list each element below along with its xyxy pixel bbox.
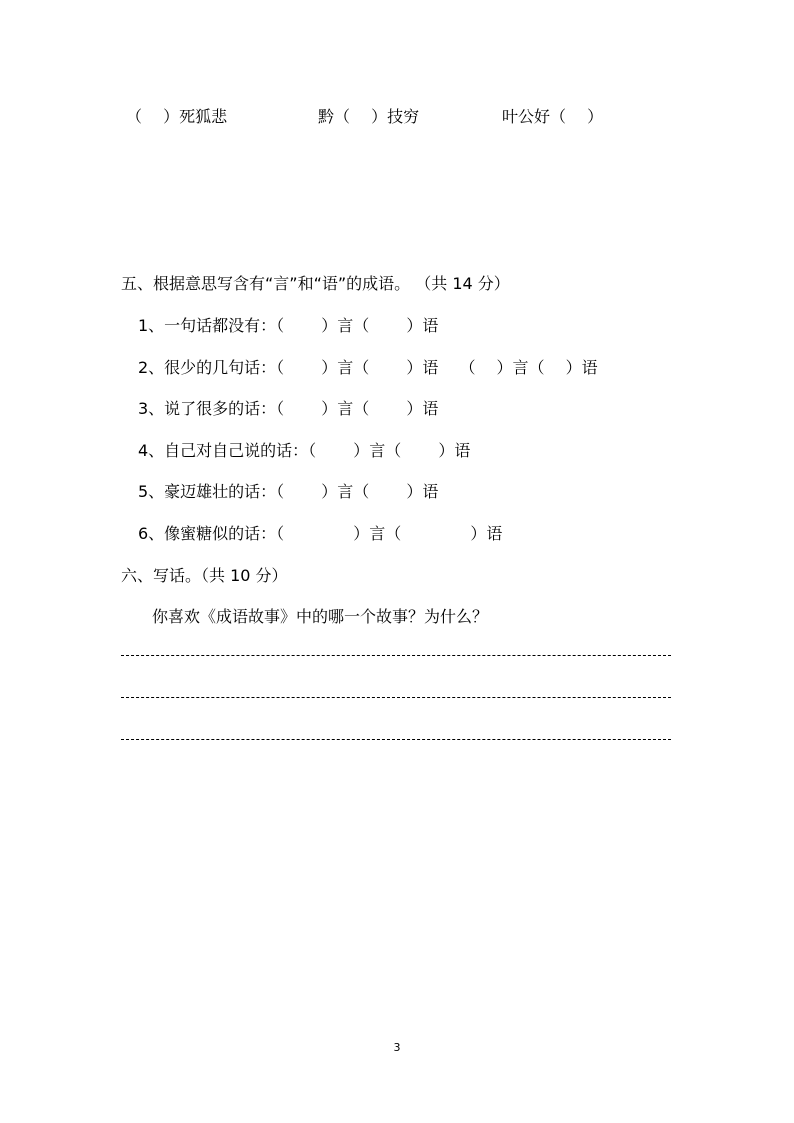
idiom-blank-2: 黔（ ）技穷 <box>318 107 420 126</box>
idiom-blank-1: （ ）死狐悲 <box>126 107 228 126</box>
question-item: 5、豪迈雄壮的话：（ ）言（ ）语 <box>138 482 439 501</box>
section-5-heading: 五、根据意思写含有“言”和“语”的成语。 （共 14 分） <box>121 274 510 293</box>
question-item: 3、说了很多的话：（ ）言（ ）语 <box>138 399 439 418</box>
question-item: 2、很少的几句话：（ ）言（ ）语 （ ）言（ ）语 <box>138 358 598 377</box>
page-number: 3 <box>393 1041 401 1054</box>
answer-line <box>121 655 671 656</box>
idiom-blank-3: 叶公好（ ） <box>502 107 604 126</box>
writing-prompt: 你喜欢《成语故事》中的哪一个故事？为什么？ <box>152 607 489 626</box>
question-item: 6、像蜜糖似的话：（ ）言（ ）语 <box>138 524 503 543</box>
answer-line <box>121 739 671 740</box>
question-item: 1、一句话都没有：（ ）言（ ）语 <box>138 316 439 335</box>
section-6-heading: 六、写话。（共 10 分） <box>121 566 288 585</box>
answer-line <box>121 697 671 698</box>
question-item: 4、自己对自己说的话：（ ）言（ ）语 <box>138 441 471 460</box>
